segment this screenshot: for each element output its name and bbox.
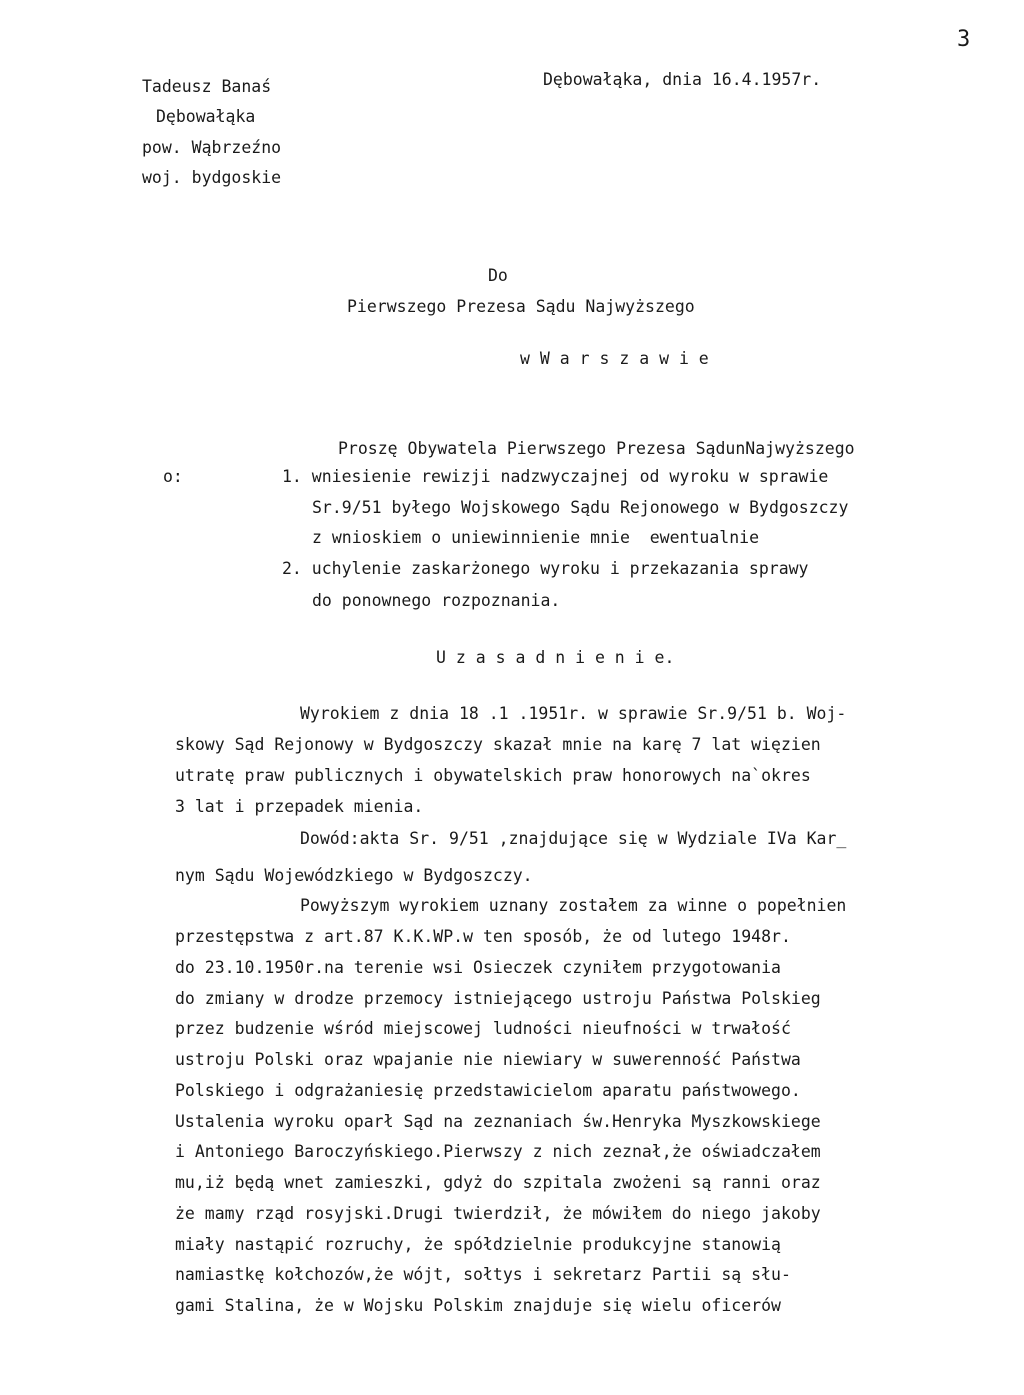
body-line: Powyższym wyrokiem uznany zostałem za winne o popełnien xyxy=(300,896,847,915)
request-line: Sr.9/51 byłego Wojskowego Sądu Rejonowego w Bydgoszczy xyxy=(312,498,849,517)
body-line: utratę praw publicznych i obywatelskich praw honorowych na`okres xyxy=(175,766,811,785)
body-line: namiastkę kołchozów,że wójt, sołtys i sekretarz Partii są słu- xyxy=(175,1265,791,1284)
body-line: skowy Sąd Rejonowy w Bydgoszczy skazał mnie na karę 7 lat więzien xyxy=(175,735,821,754)
sender-village: Dębowałąka xyxy=(156,107,256,126)
body-line: do 23.10.1950r.na terenie wsi Osieczek czyniłem przygotowania xyxy=(175,958,781,977)
body-line: miały nastąpić rozruchy, że spółdzielnie produkcyjne stanowią xyxy=(175,1235,781,1254)
addressee-recipient: Pierwszego Prezesa Sądu Najwyższego xyxy=(347,297,695,316)
addressee-city: w W a r s z a w i e xyxy=(520,349,709,368)
body-line: że mamy rząd rosyjski.Drugi twierdził, że mówiłem do niego jakoby xyxy=(175,1204,821,1223)
page-number: 3 xyxy=(957,27,971,52)
addressee-to: Do xyxy=(488,266,508,285)
body-line: nym Sądu Wojewódzkiego w Bydgoszczy. xyxy=(175,866,533,885)
body-line: przez budzenie wśród miejscowej ludności nieufności w trwałość xyxy=(175,1019,791,1038)
body-line: Ustalenia wyroku oparł Sąd na zeznaniach św.Henryka Myszkowskiege xyxy=(175,1112,821,1131)
request-line: 1. wniesienie rewizji nadzwyczajnej od wyroku w sprawie xyxy=(282,467,829,486)
sender-province: woj. bydgoskie xyxy=(142,168,282,187)
sender-name: Tadeusz Banaś xyxy=(142,77,272,96)
body-line: Dowód:akta Sr. 9/51 ,znajdujące się w Wydziale IVa Kar_ xyxy=(300,829,847,848)
request-intro: Proszę Obywatela Pierwszego Prezesa SądunNajwyższego xyxy=(338,439,855,458)
request-line: z wnioskiem o uniewinnienie mnie ewentualnie xyxy=(312,528,760,547)
body-line: ustroju Polski oraz wpajanie nie niewiary w suwerenność Państwa xyxy=(175,1050,801,1069)
request-line: do ponownego rozpoznania. xyxy=(312,591,561,610)
body-line: i Antoniego Baroczyńskiego.Pierwszy z nich zeznał,że oświadczałem xyxy=(175,1142,821,1161)
body-line: Wyrokiem z dnia 18 .1 .1951r. w sprawie Sr.9/51 b. Woj- xyxy=(300,704,847,723)
request-margin-mark: o: xyxy=(163,467,183,486)
body-line: 3 lat i przepadek mienia. xyxy=(175,797,424,816)
sender-district: pow. Wąbrzeźno xyxy=(142,138,282,157)
body-line: do zmiany w drodze przemocy istniejącego ustroju Państwa Polskieg xyxy=(175,989,821,1008)
request-line: 2. uchylenie zaskarżonego wyroku i przekazania sprawy xyxy=(282,559,809,578)
place-date: Dębowałąka, dnia 16.4.1957r. xyxy=(543,70,822,89)
body-line: przestępstwa z art.87 K.K.WP.w ten sposób, że od lutego 1948r. xyxy=(175,927,791,946)
body-line: mu,iż będą wnet zamieszki, gdyż do szpitala zwożeni są ranni oraz xyxy=(175,1173,821,1192)
body-line: Polskiego i odgrażaniesię przedstawicielom aparatu państwowego. xyxy=(175,1081,801,1100)
body-line: gami Stalina, że w Wojsku Polskim znajduje się wielu oficerów xyxy=(175,1296,781,1315)
justification-heading: U z a s a d n i e n i e. xyxy=(436,648,675,667)
